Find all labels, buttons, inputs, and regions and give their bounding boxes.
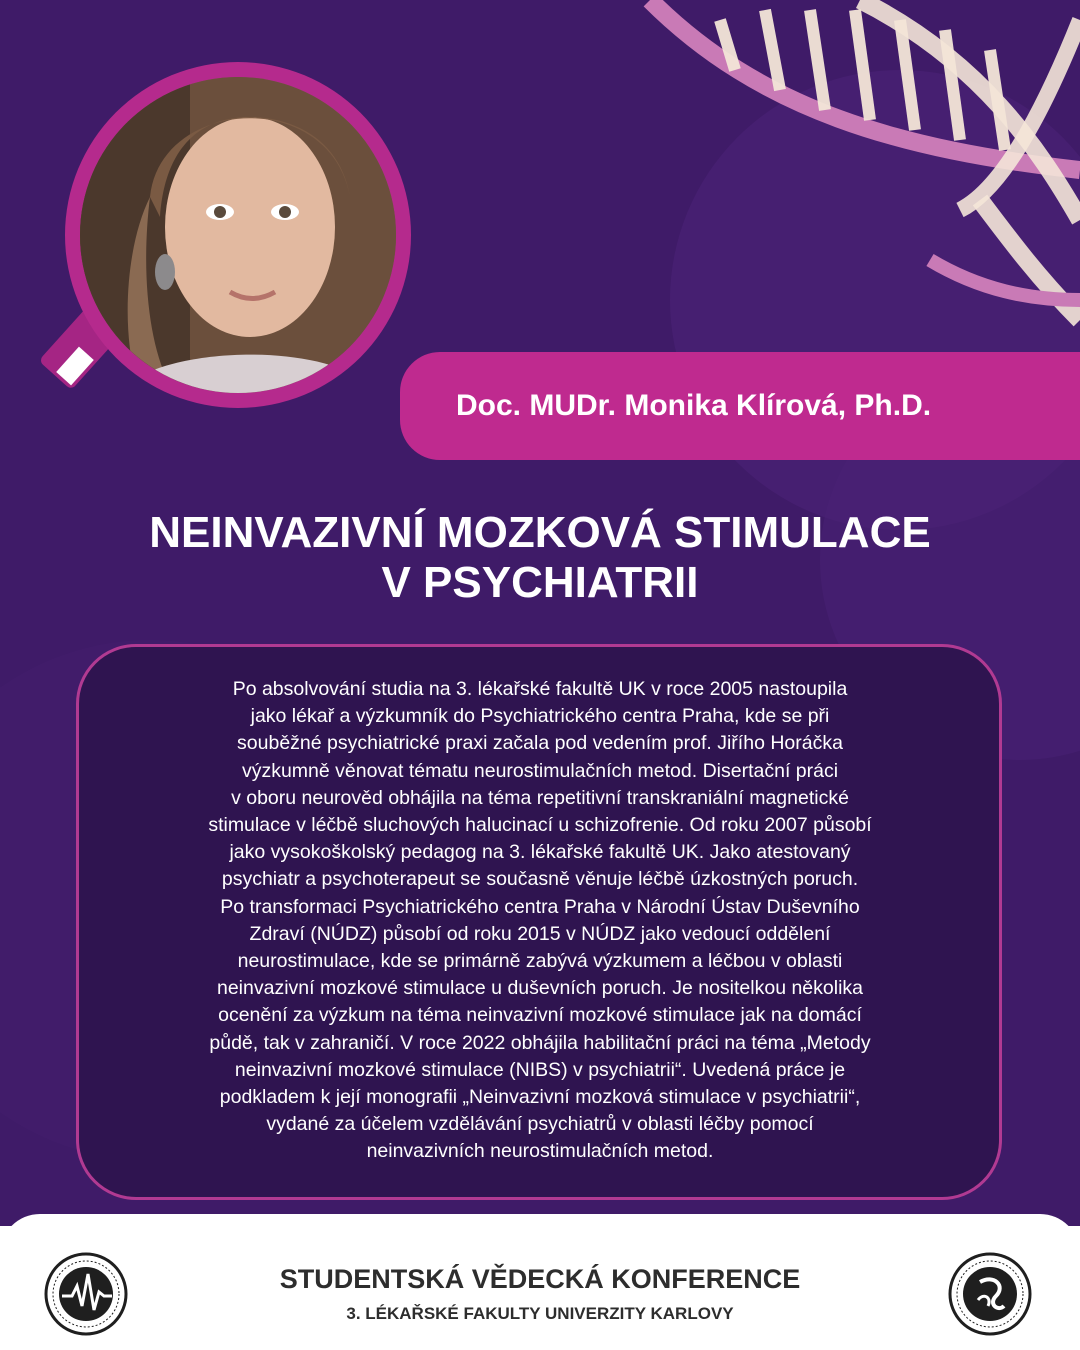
talk-title-line1: NEINVAZIVNÍ MOZKOVÁ STIMULACE (149, 508, 931, 557)
footer-subtitle: 3. LÉKAŘSKÉ FAKULTY UNIVERZITY KARLOVY (346, 1304, 734, 1323)
bio-line: výzkumně věnovat tématu neurostimulačních metod. Disertační práci (241, 759, 839, 782)
trimed-logo-icon (948, 1252, 1032, 1336)
seal-logo-icon (44, 1252, 128, 1336)
bio-line: Zdraví (NÚDZ) působí od roku 2015 v NÚDZ jako vedoucí oddělení (249, 922, 831, 945)
bio-line: Po absolvování studia na 3. lékařské fakultě UK v roce 2005 nastoupila (232, 678, 848, 700)
portrait-illustration (80, 77, 396, 393)
talk-title-line2: V PSYCHIATRII (381, 558, 699, 607)
bio-line: půdě, tak v zahraničí. V roce 2022 obhájila habilitační práci na téma „Metody (209, 1031, 871, 1054)
bio-line: souběžné psychiatrické praxi začala pod vedením prof. Jiřího Horáčka (237, 732, 843, 755)
bio-line: jako vysokoškolský pedagog na 3. lékařské fakultě UK. Jako atestovaný (229, 841, 851, 864)
talk-title (40, 508, 1040, 608)
bio-line: neurostimulace, kde se primárně zabývá výzkumem a léčbou v oblasti (237, 950, 843, 973)
speaker-photo (80, 77, 396, 393)
bio-line: jako lékař a výzkumník do Psychiatrického centra Praha, kde se při (250, 705, 830, 728)
bio-line: neinvazivní mozkové stimulace u duševních poruch. Je nositelkou několika (216, 977, 863, 1000)
bio-line: v oboru neurověd obhájila na téma repetitivní transkraniální magnetické (231, 786, 849, 809)
bio-line: ocenění za výzkum na téma neinvazivní mozkové stimulace jak na domácí (218, 1004, 862, 1027)
bio-text (100, 676, 980, 1166)
bio-line: vydané za účelem vzdělávání psychiatrů v oblasti léčby pomocí (266, 1113, 814, 1136)
bio-line: neinvazivní mozkové stimulace (NIBS) v psychiatrii“. Uvedená práce je (234, 1058, 846, 1081)
bio-line: Po transformaci Psychiatrického centra Praha v Národní Ústav Duševního (220, 895, 860, 918)
speaker-name: Doc. MUDr. Monika Klírová, Ph.D. (456, 389, 932, 422)
footer-title: STUDENTSKÁ VĚDECKÁ KONFERENCE (279, 1264, 801, 1294)
bio-line: neinvazivních neurostimulačních metod. (366, 1140, 714, 1163)
bio-line: psychiatr a psychoterapeut se současně věnuje léčbě úzkostných poruch. (221, 868, 859, 891)
bio-line: stimulace v léčbě sluchových halucinací u schizofrenie. Od roku 2007 působí (208, 814, 872, 837)
bio-line: podkladem k její monografii „Neinvazivní mozková stimulace v psychiatrii“, (219, 1086, 861, 1109)
